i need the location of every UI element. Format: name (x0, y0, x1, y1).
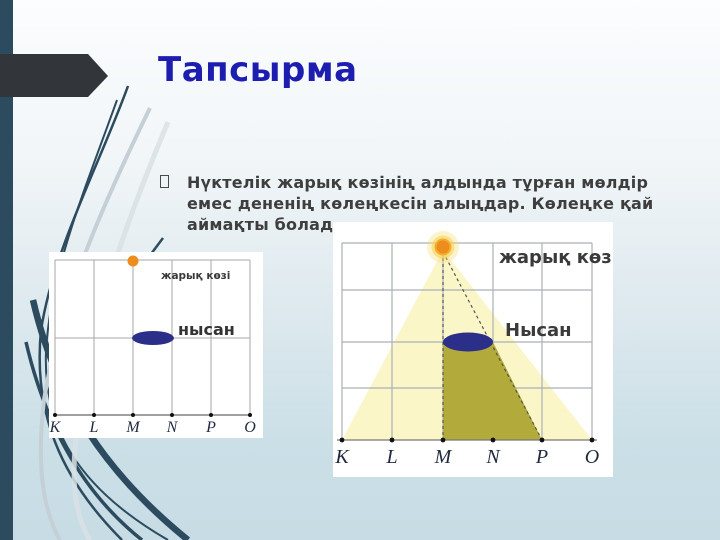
left-diagram (49, 252, 263, 438)
right-diagram-panel (333, 222, 613, 477)
axis-label-k: K (335, 446, 349, 468)
axis-label-o: O (584, 446, 600, 468)
axis-label-n: N (166, 419, 178, 436)
bullet-marker (160, 175, 169, 188)
axis-label-m: M (126, 419, 140, 436)
axis-labels (49, 419, 256, 436)
object-ellipse (132, 331, 174, 345)
object-label: Нысан (505, 320, 572, 341)
left-diagram-panel (49, 252, 263, 438)
light-source-label: жарық көзі (499, 247, 613, 268)
axis-label-m: M (434, 446, 452, 468)
light-source-label: жарық көзі (161, 270, 231, 282)
axis-label-n: N (486, 446, 500, 468)
axis-label-k: K (49, 419, 61, 436)
slide-title: Тапсырма (158, 50, 358, 90)
bullet-line: емес дененің көлеңкесін алыңдар. Көлеңке қай (187, 194, 654, 213)
axis-labels (334, 446, 599, 468)
axis-label-l: L (386, 446, 398, 468)
bullet-line: Нүктелік жарық көзінің алдында тұрған мөлдір (187, 173, 649, 192)
sun-icon (427, 231, 459, 263)
axis-label-l: L (89, 419, 99, 436)
axis-label-o: O (244, 419, 256, 436)
right-diagram (333, 222, 613, 477)
light-source-dot (128, 256, 139, 267)
axis-label-p: P (206, 419, 216, 436)
object-label: нысан (178, 320, 235, 339)
object-ellipse (443, 333, 493, 352)
bullet-line: аймақты болад (187, 215, 334, 234)
axis-label-p: P (535, 446, 549, 468)
